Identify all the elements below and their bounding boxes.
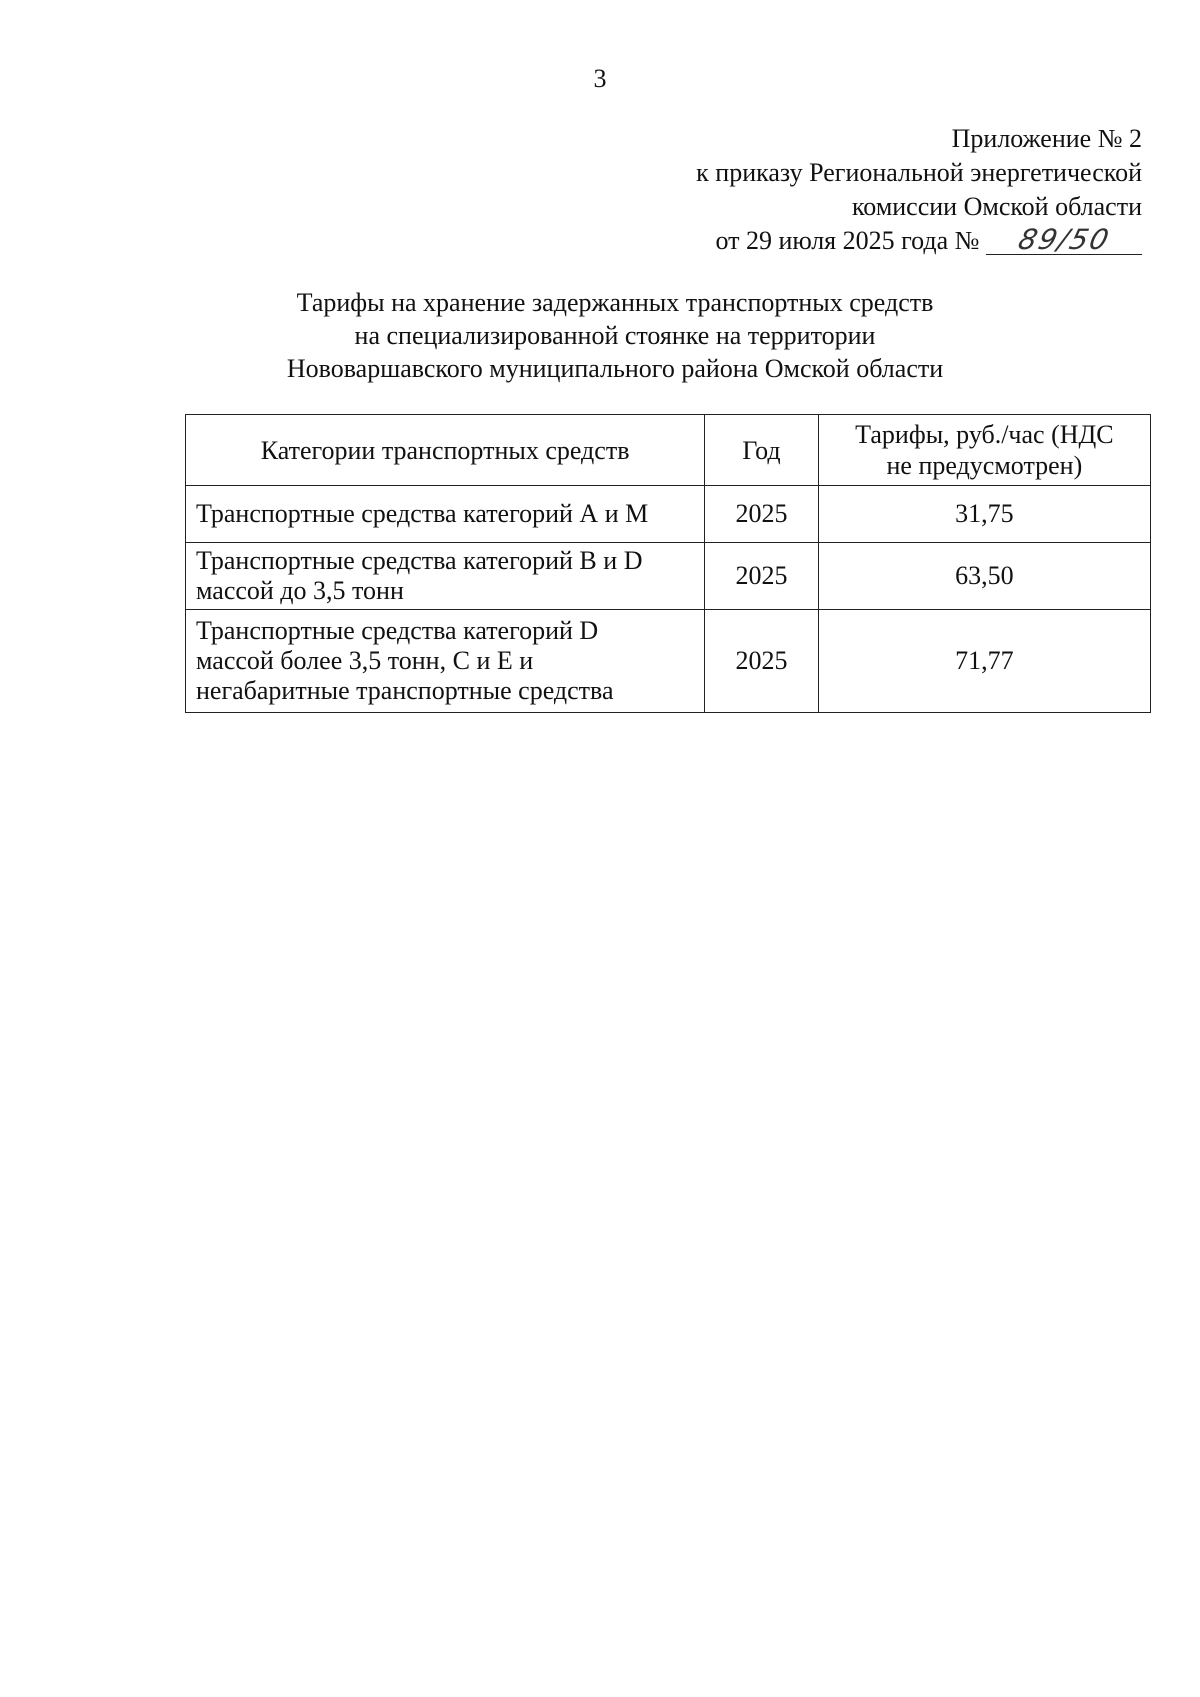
category-cell <box>186 486 705 543</box>
table-row <box>186 486 1151 543</box>
category-line: массой более 3,5 тонн, С и Е и <box>196 646 534 675</box>
year-cell: 2025 <box>705 543 819 610</box>
tariff-cell: 31,75 <box>818 486 1150 543</box>
title-line-1: Тарифы на хранение задержанных транспортных средств <box>296 288 934 317</box>
category-cell <box>186 543 705 610</box>
category-line: негабаритные транспортные средства <box>196 676 614 705</box>
title-line-3: Нововаршавского муниципального района Омской области <box>286 354 944 383</box>
tariff-cell: 63,50 <box>818 543 1150 610</box>
table-header-row <box>186 415 1151 486</box>
year-cell: 2025 <box>705 610 819 713</box>
appendix-title: Приложение № 2 <box>951 124 1142 153</box>
tariff-cell: 71,77 <box>818 610 1150 713</box>
header-tariff <box>818 415 1150 486</box>
category-line: Транспортные средства категорий А и М <box>196 499 649 528</box>
header-tariff-line-1: Тарифы, руб./час (НДС <box>855 420 1114 449</box>
tariff-table <box>185 414 1151 713</box>
page-number: 3 <box>593 64 607 93</box>
appendix-order-reference: к приказу Региональной энергетической <box>696 158 1142 187</box>
category-line: Транспортные средства категорий В и D <box>196 546 643 575</box>
appendix-commission: комиссии Омской области <box>852 192 1142 221</box>
title-line-2: на специализированной стоянке на территории <box>354 321 876 350</box>
year-cell: 2025 <box>705 486 819 543</box>
table-row <box>186 610 1151 713</box>
document-title <box>0 286 1200 385</box>
order-number-value: 89/50 <box>1014 223 1114 256</box>
header-tariff-line-2: не предусмотрен) <box>886 451 1083 480</box>
category-cell <box>186 610 705 713</box>
order-date-prefix: от 29 июля 2025 года № <box>715 226 980 255</box>
header-category: Категории транспортных средств <box>186 415 705 486</box>
order-date-line <box>696 224 1142 258</box>
category-line: Транспортные средства категорий D <box>196 616 599 645</box>
header-year: Год <box>705 415 819 486</box>
table-row <box>186 543 1151 610</box>
appendix-block <box>696 122 1142 258</box>
order-number-handwritten <box>986 223 1142 256</box>
category-line: массой до 3,5 тонн <box>196 576 404 605</box>
